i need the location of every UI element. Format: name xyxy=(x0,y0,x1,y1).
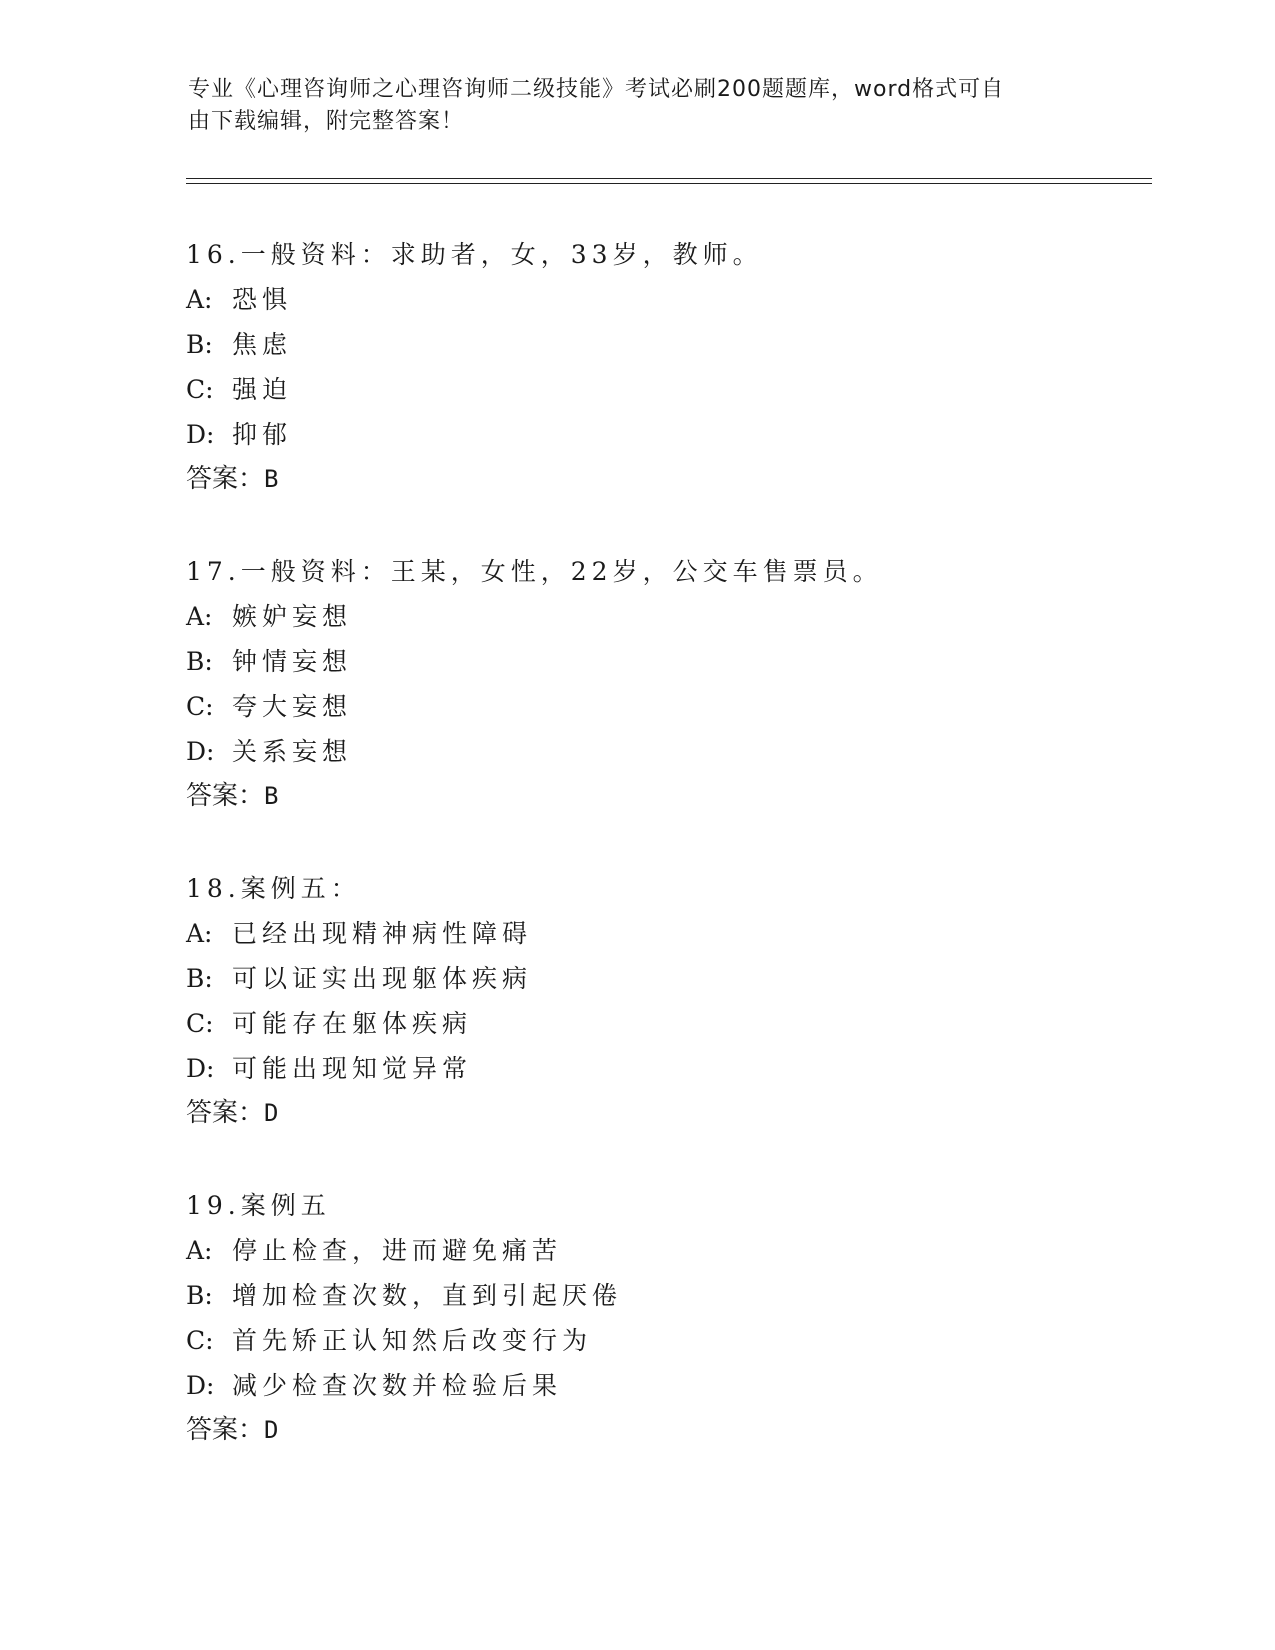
option-letter: B: xyxy=(186,1281,213,1310)
option-letter: A: xyxy=(186,602,213,631)
option-a xyxy=(186,594,1146,639)
option-letter: D: xyxy=(186,420,215,449)
option-d xyxy=(186,729,1146,774)
option-text: 恐惧 xyxy=(232,285,293,314)
option-letter: A: xyxy=(186,285,213,314)
answer-key: B xyxy=(264,465,279,493)
option-text: 关系妄想 xyxy=(232,737,353,766)
option-a xyxy=(186,277,1146,322)
option-letter: C: xyxy=(186,692,214,721)
option-letter: B: xyxy=(186,647,213,676)
option-text: 抑郁 xyxy=(232,420,293,449)
question-19 xyxy=(186,1183,1146,1453)
option-text: 可以证实出现躯体疾病 xyxy=(232,964,533,993)
answer-key: B xyxy=(264,782,279,810)
question-17 xyxy=(186,549,1146,819)
option-b xyxy=(186,322,1146,367)
option-text: 可能出现知觉异常 xyxy=(232,1054,473,1083)
option-b xyxy=(186,1273,1146,1318)
answer-label: 答案： xyxy=(186,1415,265,1445)
option-c xyxy=(186,1001,1146,1046)
option-text: 首先矫正认知然后改变行为 xyxy=(232,1326,593,1355)
option-letter: A: xyxy=(186,919,213,948)
option-b xyxy=(186,639,1146,684)
option-text: 强迫 xyxy=(232,375,293,404)
document-header xyxy=(188,74,1068,138)
answer-key: D xyxy=(264,1099,279,1127)
option-d xyxy=(186,412,1146,457)
answer-label: 答案： xyxy=(186,1098,265,1128)
option-c xyxy=(186,367,1146,412)
question-stem: 18.案例五： xyxy=(186,874,361,903)
answer-line xyxy=(186,774,1146,819)
option-letter: D: xyxy=(186,1054,215,1083)
header-divider-bottom xyxy=(186,183,1152,184)
question-stem: 17.一般资料：王某，女性，22岁，公交车售票员。 xyxy=(186,557,883,586)
option-text: 钟情妄想 xyxy=(232,647,353,676)
answer-label: 答案： xyxy=(186,464,265,494)
option-letter: D: xyxy=(186,1371,215,1400)
option-c xyxy=(186,1318,1146,1363)
option-b xyxy=(186,956,1146,1001)
option-text: 可能存在躯体疾病 xyxy=(232,1009,473,1038)
question-stem: 19.案例五 xyxy=(186,1191,331,1220)
option-text: 停止检查，进而避免痛苦 xyxy=(232,1236,563,1265)
option-letter: C: xyxy=(186,375,214,404)
option-letter: C: xyxy=(186,1009,214,1038)
option-text: 夸大妄想 xyxy=(232,692,353,721)
answer-label: 答案： xyxy=(186,781,265,811)
option-letter: B: xyxy=(186,964,213,993)
option-a xyxy=(186,1228,1146,1273)
option-letter: D: xyxy=(186,737,215,766)
option-text: 嫉妒妄想 xyxy=(232,602,353,631)
option-letter: A: xyxy=(186,1236,213,1265)
question-16 xyxy=(186,232,1146,502)
header-line-2: 由下载编辑，附完整答案！ xyxy=(188,109,465,134)
option-a xyxy=(186,911,1146,956)
option-text: 增加检查次数，直到引起厌倦 xyxy=(232,1281,623,1310)
option-letter: C: xyxy=(186,1326,214,1355)
answer-line xyxy=(186,1091,1146,1136)
header-divider-top xyxy=(186,178,1152,179)
answer-key: D xyxy=(264,1416,279,1444)
answer-line xyxy=(186,1408,1146,1453)
question-stem: 16.一般资料：求助者，女，33岁，教师。 xyxy=(186,240,763,269)
option-d xyxy=(186,1363,1146,1408)
option-text: 减少检查次数并检验后果 xyxy=(232,1371,563,1400)
option-letter: B: xyxy=(186,330,213,359)
option-text: 已经出现精神病性障碍 xyxy=(232,919,533,948)
option-d xyxy=(186,1046,1146,1091)
answer-line xyxy=(186,457,1146,502)
header-line-1: 专业《心理咨询师之心理咨询师二级技能》考试必刷200题题库，word格式可自 xyxy=(188,77,1005,102)
option-c xyxy=(186,684,1146,729)
question-18 xyxy=(186,866,1146,1136)
option-text: 焦虑 xyxy=(232,330,293,359)
